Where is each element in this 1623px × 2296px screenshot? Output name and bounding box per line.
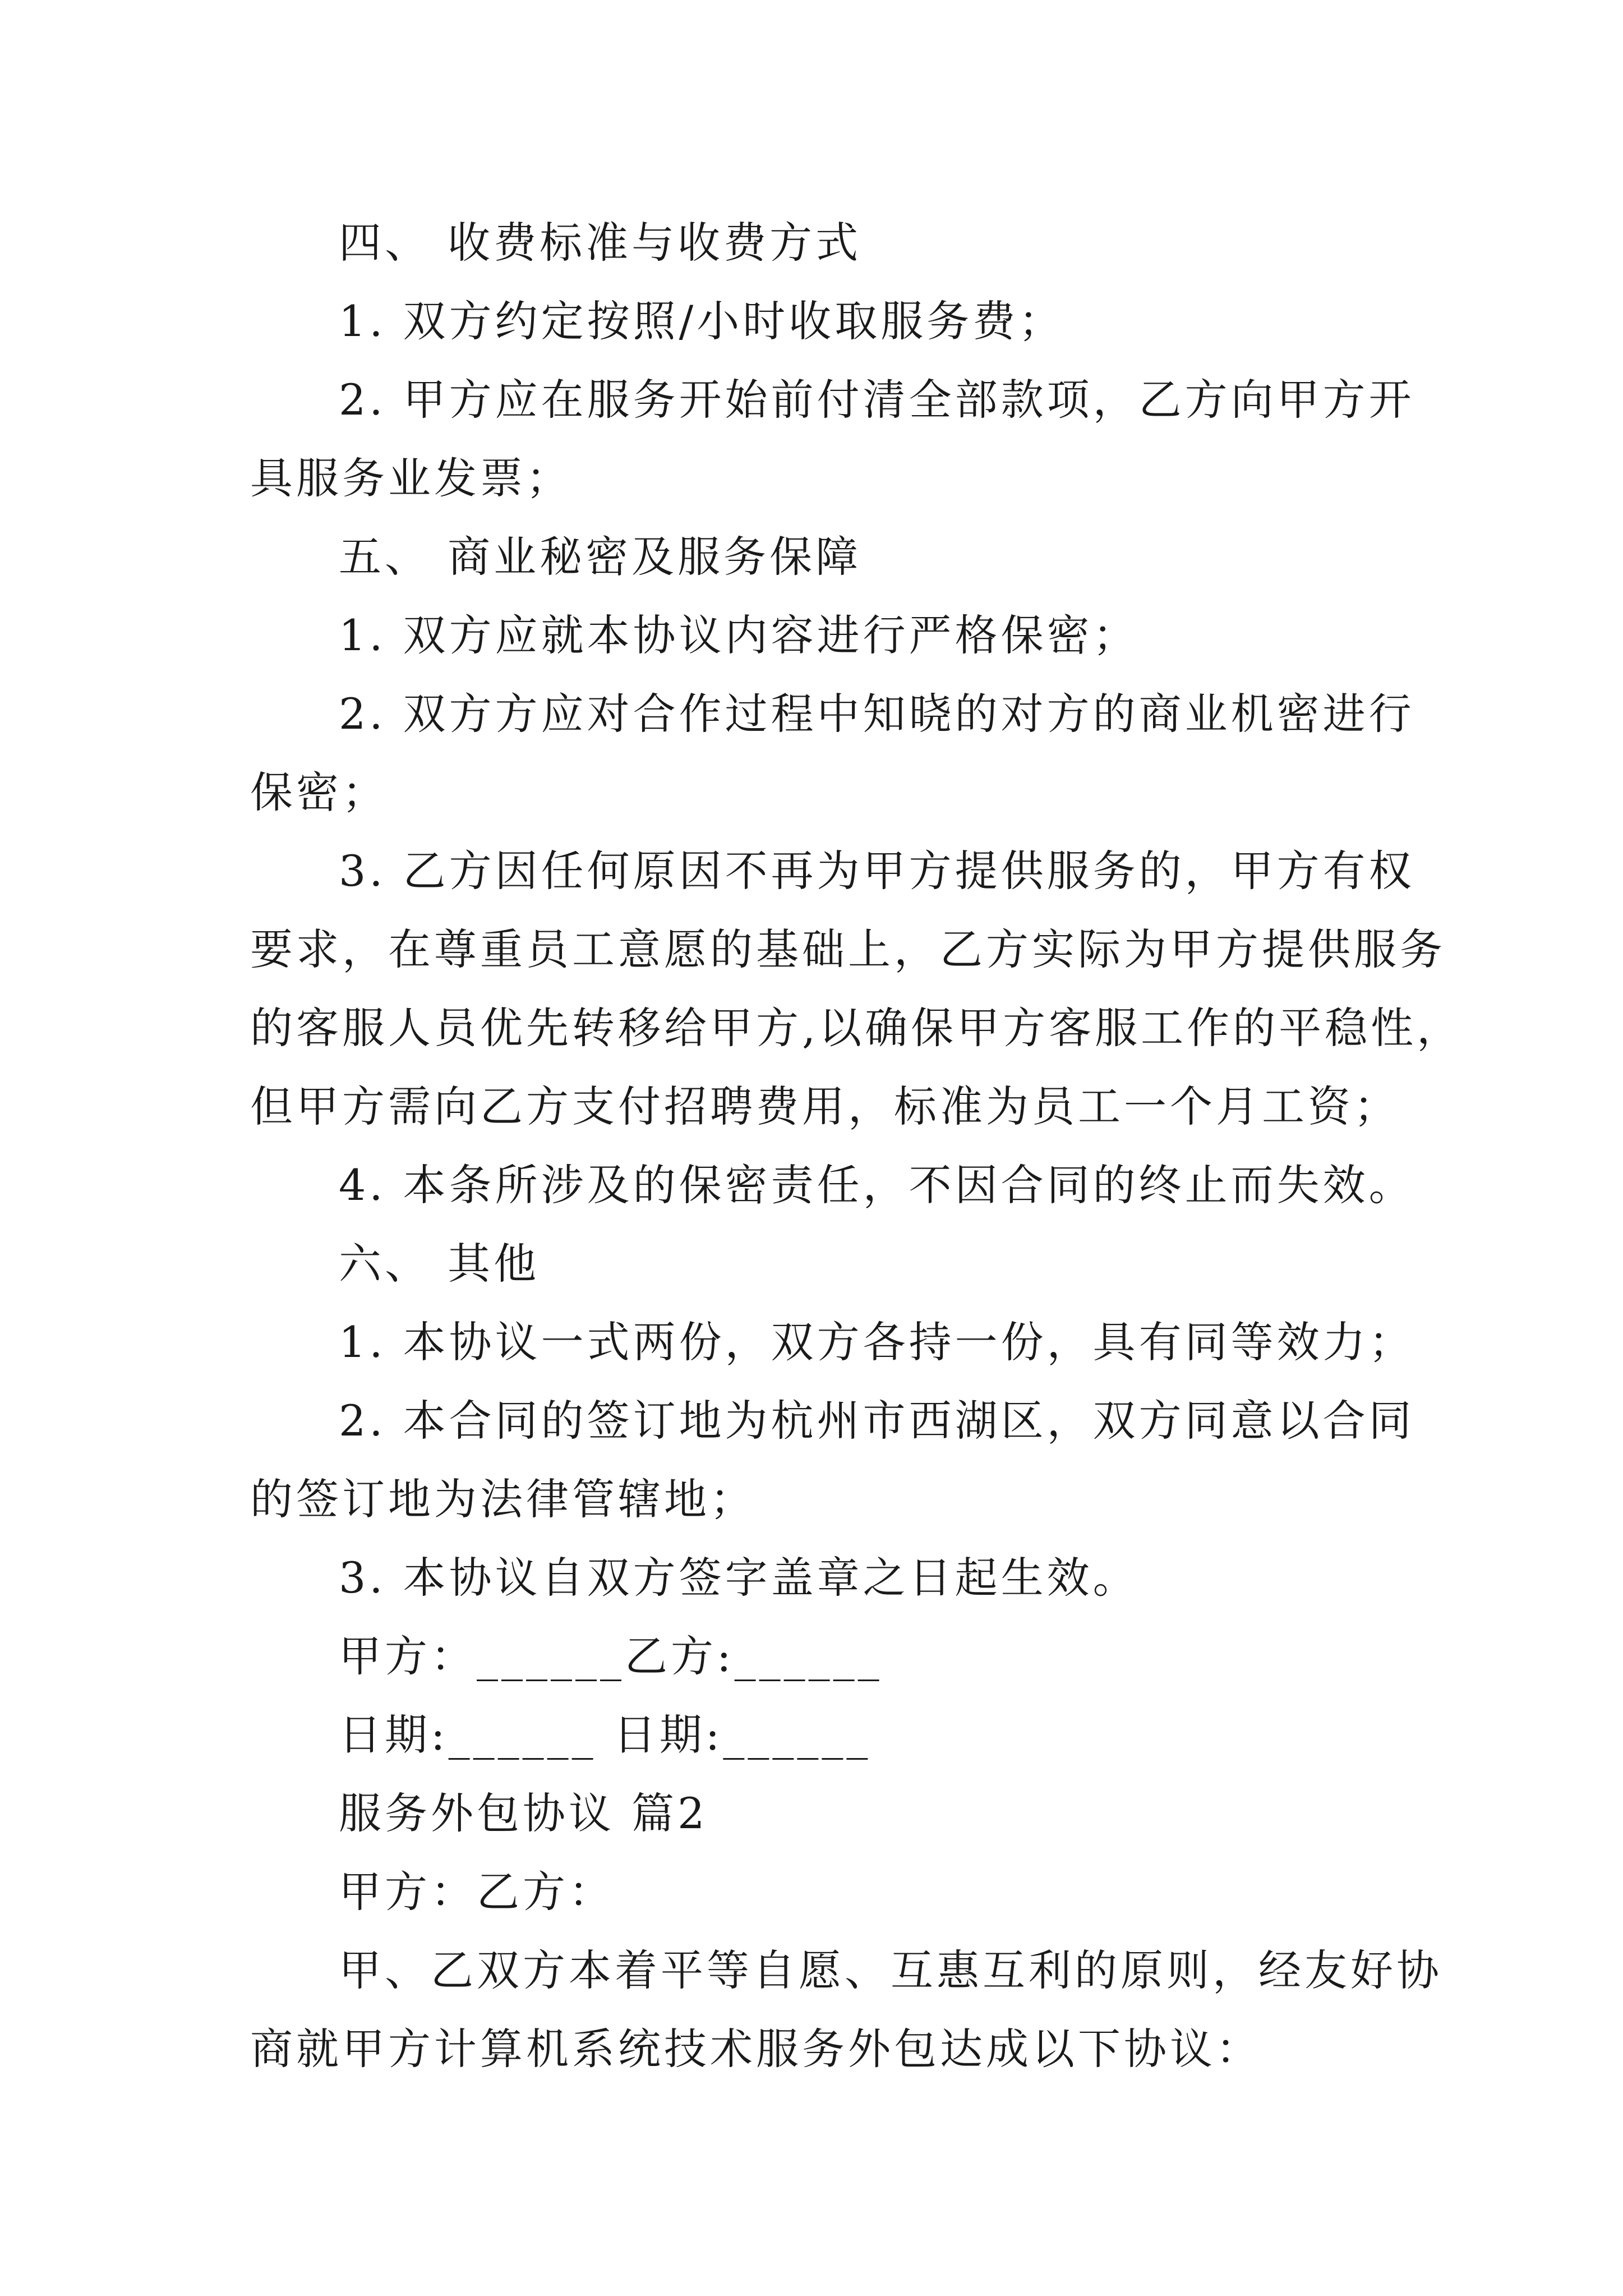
clause-other-3: 3. 本协议自双方签字盖章之日起生效。 — [339, 1553, 1139, 1603]
clause-secrets-2: 2. 双方方应对合作过程中知晓的对方的商业机密进行 — [339, 689, 1415, 739]
clause-secrets-2-cont: 保密； — [250, 767, 388, 817]
agreement-2-parties: 甲方：乙方： — [339, 1867, 615, 1917]
agreement-2-title: 服务外包协议 篇2 — [339, 1788, 708, 1838]
clause-fees-2-cont: 具服务业发票； — [250, 453, 572, 503]
agreement-2-preamble-cont: 商就甲方计算机系统技术服务外包达成以下协议： — [250, 2024, 1262, 2074]
section-heading-other: 六、 其他 — [339, 1239, 540, 1289]
clause-fees-1: 1. 双方约定按照/小时收取服务费； — [339, 296, 1065, 346]
clause-secrets-1: 1. 双方应就本协议内容进行严格保密； — [339, 610, 1139, 660]
agreement-2-preamble: 甲、乙双方本着平等自愿、互惠互利的原则，经友好协 — [339, 1945, 1442, 1995]
signature-parties-line: 甲方：______乙方:______ — [339, 1631, 883, 1681]
clause-other-1: 1. 本协议一式两份，双方各持一份，具有同等效力； — [339, 1317, 1415, 1367]
section-heading-secrets: 五、 商业秘密及服务保障 — [339, 532, 862, 582]
clause-secrets-3-cont-a: 要求，在尊重员工意愿的基础上，乙方实际为甲方提供服务 — [250, 924, 1446, 974]
clause-other-2: 2. 本合同的签订地为杭州市西湖区，双方同意以合同 — [339, 1396, 1415, 1446]
clause-fees-2: 2. 甲方应在服务开始前付清全部款项，乙方向甲方开 — [339, 375, 1415, 425]
section-heading-fees: 四、 收费标准与收费方式 — [339, 218, 862, 268]
clause-secrets-4: 4. 本条所涉及的保密责任，不因合同的终止而失效。 — [339, 1160, 1415, 1210]
signature-dates-line: 日期:______ 日期:______ — [339, 1710, 872, 1760]
clause-secrets-3: 3. 乙方因任何原因不再为甲方提供服务的，甲方有权 — [339, 846, 1415, 896]
clause-other-2-cont: 的签订地为法律管辖地； — [250, 1474, 756, 1524]
clause-secrets-3-cont-c: 但甲方需向乙方支付招聘费用，标准为员工一个月工资； — [250, 1082, 1400, 1131]
clause-secrets-3-cont-b: 的客服人员优先转移给甲方,以确保甲方客服工作的平稳性， — [250, 1003, 1463, 1053]
